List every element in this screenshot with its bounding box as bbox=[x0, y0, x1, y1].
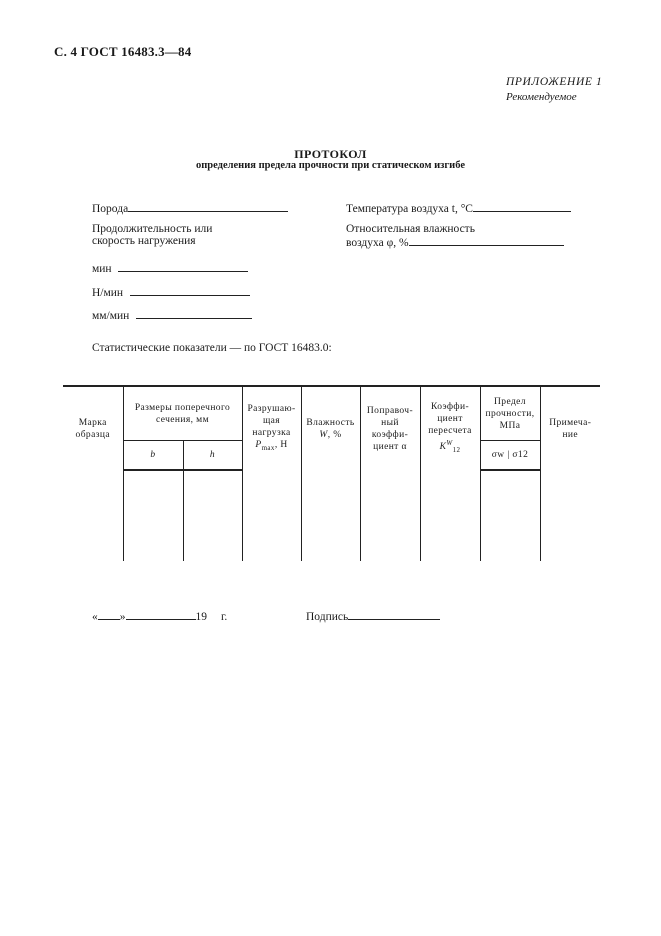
cell-correction[interactable] bbox=[360, 470, 420, 561]
air-temp-label: Температура воздуха t, °С bbox=[346, 203, 473, 215]
mm-min-field bbox=[92, 308, 252, 322]
appendix-label: ПРИЛОЖЕНИЕ 1 bbox=[506, 76, 603, 88]
n-min-blank[interactable] bbox=[130, 285, 250, 296]
min-blank[interactable] bbox=[118, 261, 248, 272]
cell-notes[interactable] bbox=[540, 470, 600, 561]
mm-min-label: мм/мин bbox=[92, 310, 130, 322]
mm-min-blank[interactable] bbox=[136, 308, 252, 319]
col-dims-header: Размеры поперечного сечения, мм bbox=[123, 386, 242, 441]
signature-label: Подпись bbox=[306, 611, 349, 623]
col-strength-sub: σw | σ12 bbox=[480, 441, 540, 471]
col-load-header: Разрушаю- щая нагрузка $P_{max}$, Н bbox=[242, 386, 301, 470]
protocol-title: ПРОТОКОЛ bbox=[294, 147, 367, 161]
species-label: Порода bbox=[92, 203, 129, 215]
col-strength-header: Предел прочности, МПа bbox=[480, 386, 540, 441]
stats-label: Статистические показатели — по ГОСТ 16483.0: bbox=[92, 342, 332, 354]
cell-moisture[interactable] bbox=[301, 470, 360, 561]
date-year-prefix: 19 bbox=[195, 611, 207, 623]
col-correction-header: Поправоч- ный коэффи- циент α bbox=[360, 386, 420, 470]
cell-h[interactable] bbox=[183, 470, 242, 561]
col-notes-header: Примеча- ние bbox=[540, 386, 600, 470]
col-h-header: h bbox=[183, 441, 242, 471]
min-field bbox=[92, 261, 248, 275]
cell-load[interactable] bbox=[242, 470, 301, 561]
date-month-blank[interactable] bbox=[126, 609, 196, 620]
date-year-suffix: г. bbox=[221, 611, 228, 623]
rel-humidity-label-2: воздуха φ, % bbox=[346, 237, 409, 249]
col-moisture-header: Влажность W, % bbox=[301, 386, 360, 470]
air-temp-blank[interactable] bbox=[473, 201, 571, 212]
cell-b[interactable] bbox=[123, 470, 183, 561]
min-label: мин bbox=[92, 263, 112, 275]
cell-mark[interactable] bbox=[63, 470, 123, 561]
date-field bbox=[92, 609, 227, 623]
rel-humidity-label-1: Относительная влажность bbox=[346, 223, 475, 235]
col-mark-header: Марка образца bbox=[63, 386, 123, 470]
date-close-quote: » bbox=[119, 611, 126, 623]
rel-humidity-blank[interactable] bbox=[409, 235, 564, 246]
cell-strength[interactable] bbox=[480, 470, 540, 561]
col-recalc-header: Коэффи- циент пересчета $K^W_{12}$ bbox=[420, 386, 480, 470]
species-blank[interactable] bbox=[128, 201, 288, 212]
rel-humidity-field bbox=[346, 235, 564, 249]
page-header: С. 4 ГОСТ 16483.3—84 bbox=[54, 44, 192, 59]
table-row bbox=[63, 470, 600, 561]
date-open-quote: « bbox=[92, 611, 98, 623]
duration-label-2: скорость нагружения bbox=[92, 235, 196, 247]
date-day-blank[interactable] bbox=[98, 609, 120, 620]
protocol-subtitle: определения предела прочности при статическом изгибе bbox=[196, 160, 465, 171]
duration-label-1: Продолжительность или bbox=[92, 223, 213, 235]
protocol-table bbox=[63, 385, 600, 561]
air-temp-field bbox=[346, 201, 571, 215]
signature-field bbox=[306, 609, 440, 623]
cell-recalc[interactable] bbox=[420, 470, 480, 561]
recommended-label: Рекомендуемое bbox=[506, 91, 577, 103]
species-field bbox=[92, 201, 288, 215]
signature-blank[interactable] bbox=[348, 609, 440, 620]
col-b-header: b bbox=[123, 441, 183, 471]
n-min-label: Н/мин bbox=[92, 287, 124, 299]
n-min-field bbox=[92, 285, 250, 299]
